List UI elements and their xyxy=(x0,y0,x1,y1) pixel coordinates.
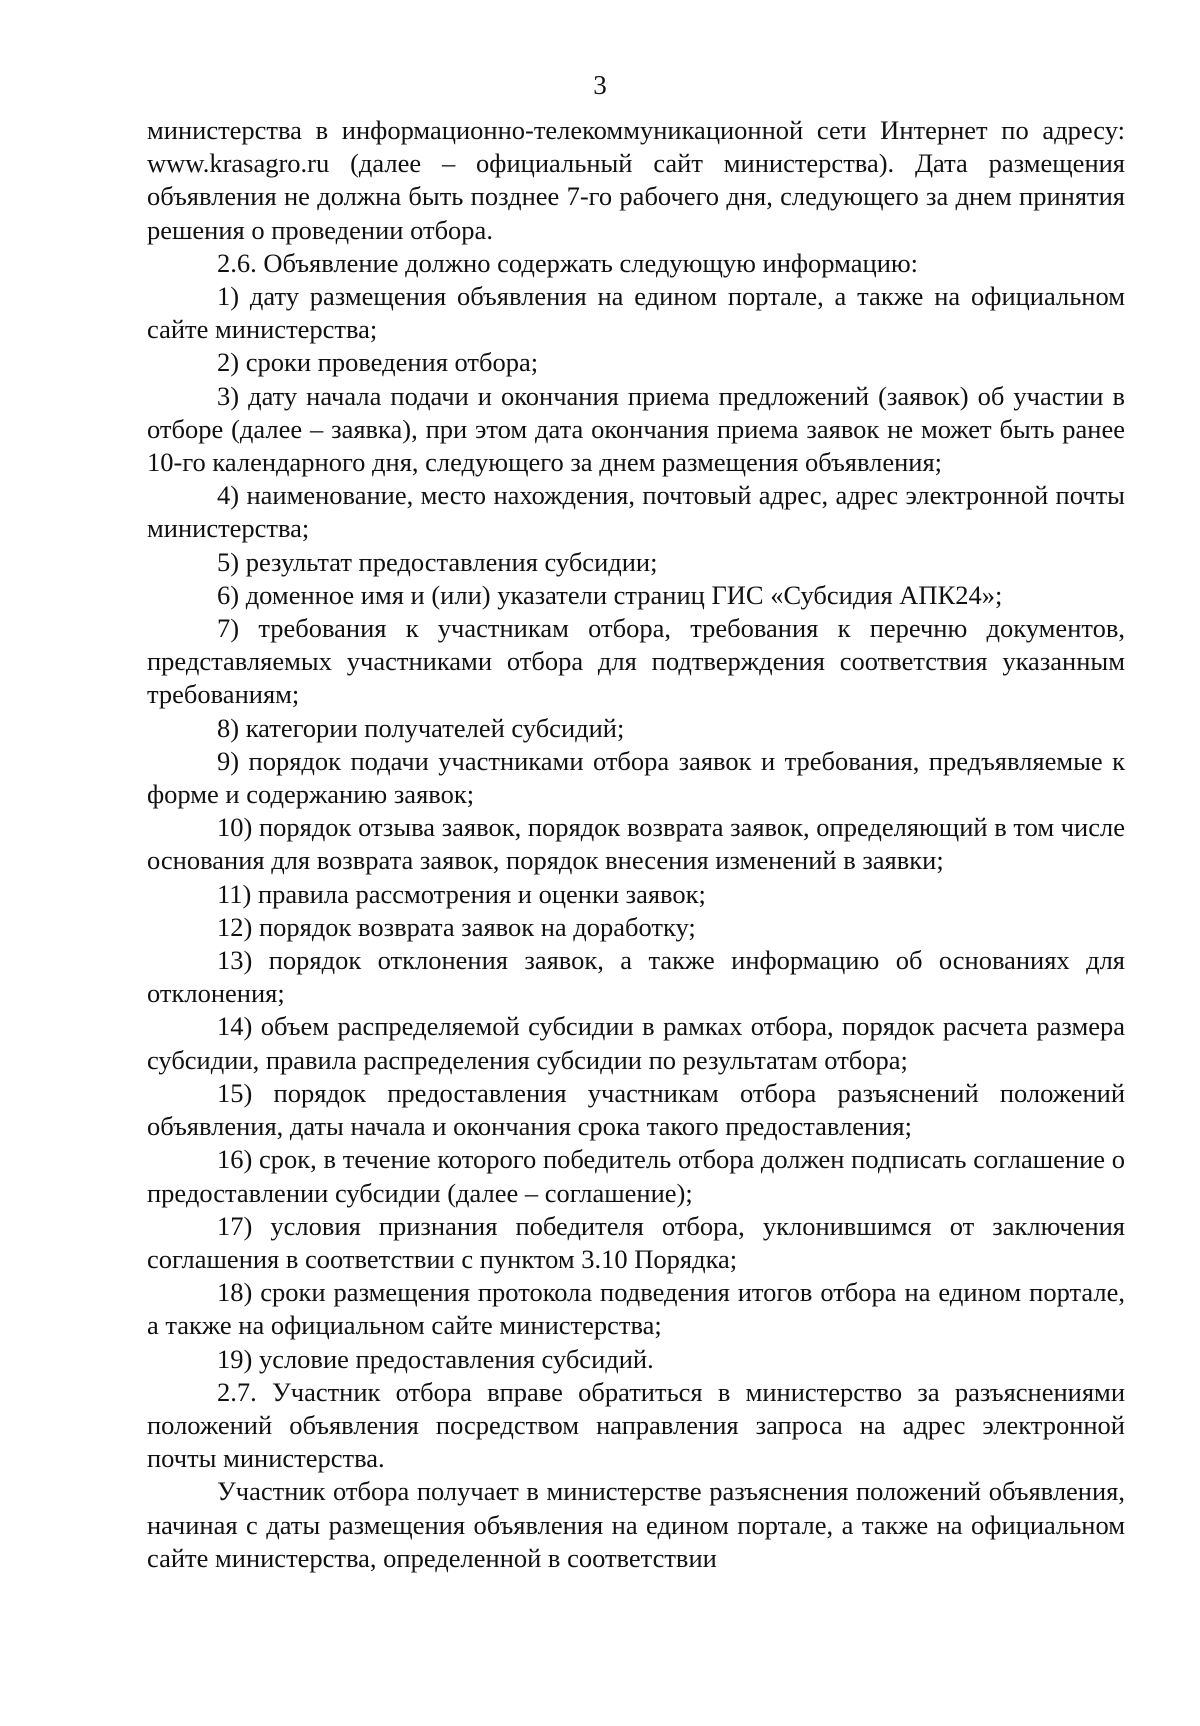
paragraph: 2.7. Участник отбора вправе обратиться в министерство за разъяснениями положений объявления посредством направления запроса на адрес электронной почты министерства. xyxy=(147,1376,1125,1474)
list-item: 8) категории получателей субсидий; xyxy=(217,712,625,743)
document-body xyxy=(147,114,1125,1575)
list-item: 6) доменное имя и (или) указатели страниц ГИС «Субсидия АПК24»; xyxy=(217,579,1003,610)
list-item: 10) порядок отзыва заявок, порядок возврата заявок, определяющий в том числе основания для возврата заявок, порядок внесения изменений в заявки; xyxy=(147,812,1125,876)
list-item: 1) дату размещения объявления на едином портале, а также на официальном сайте министерства; xyxy=(147,281,1125,345)
paragraph: министерства в информационно-телекоммуникационной сети Интернет по адресу: www.krasagro.ru (далее – официальный сайт министерства). Дата размещения объявления не должна быть позднее 7-го рабочего дня, следующего за днем принятия решения о проведении отбора. xyxy=(147,115,1125,245)
list-item: 12) порядок возврата заявок на доработку; xyxy=(217,911,696,942)
list-item: 7) требования к участникам отбора, требования к перечню документов, представляемых участниками отбора для подтверждения соответствия указанным требованиям; xyxy=(147,613,1125,710)
list-item: 14) объем распределяемой субсидии в рамках отбора, порядок расчета размера субсидии, правила распределения субсидии по результатам отбора; xyxy=(147,1011,1125,1075)
list-item: 15) порядок предоставления участникам отбора разъяснений положений объявления, даты начала и окончания срока такого предоставления; xyxy=(147,1077,1125,1142)
list-item: 5) результат предоставления субсидии; xyxy=(217,546,658,577)
paragraph: 2.6. Объявление должно содержать следующую информацию: xyxy=(217,247,919,278)
list-item: 9) порядок подачи участниками отбора заявок и требования, предъявляемые к форме и содержанию заявок; xyxy=(147,745,1125,810)
list-item: 18) сроки размещения протокола подведения итогов отбора на едином портале, а также на официальном сайте министерства; xyxy=(147,1277,1125,1341)
page-number: 3 xyxy=(593,70,607,100)
list-item: 3) дату начала подачи и окончания приема предложений (заявок) об участии в отборе (далее – заявка), при этом дата окончания приема заявок не может быть ранее 10-го календарного дня, следующего за днем размещения объявления; xyxy=(147,380,1125,478)
list-item: 19) условие предоставления субсидий. xyxy=(217,1343,654,1374)
list-item: 4) наименование, место нахождения, почтовый адрес, адрес электронной почты министерства; xyxy=(147,480,1125,544)
list-item: 11) правила рассмотрения и оценки заявок; xyxy=(217,878,706,909)
list-item: 2) сроки проведения отбора; xyxy=(217,347,539,378)
paragraph: Участник отбора получает в министерстве разъяснения положений объявления, начиная с даты размещения объявления на едином портале, а также на официальном сайте министерства, определенной в соответствии xyxy=(147,1476,1125,1573)
list-item: 16) срок, в течение которого победитель отбора должен подписать соглашение о предоставлении субсидии (далее – соглашение); xyxy=(147,1144,1125,1208)
list-item: 17) условия признания победителя отбора, уклонившимся от заключения соглашения в соответствии с пунктом 3.10 Порядка; xyxy=(147,1210,1125,1274)
list-item: 13) порядок отклонения заявок, а также информацию об основаниях для отклонения; xyxy=(147,945,1125,1009)
